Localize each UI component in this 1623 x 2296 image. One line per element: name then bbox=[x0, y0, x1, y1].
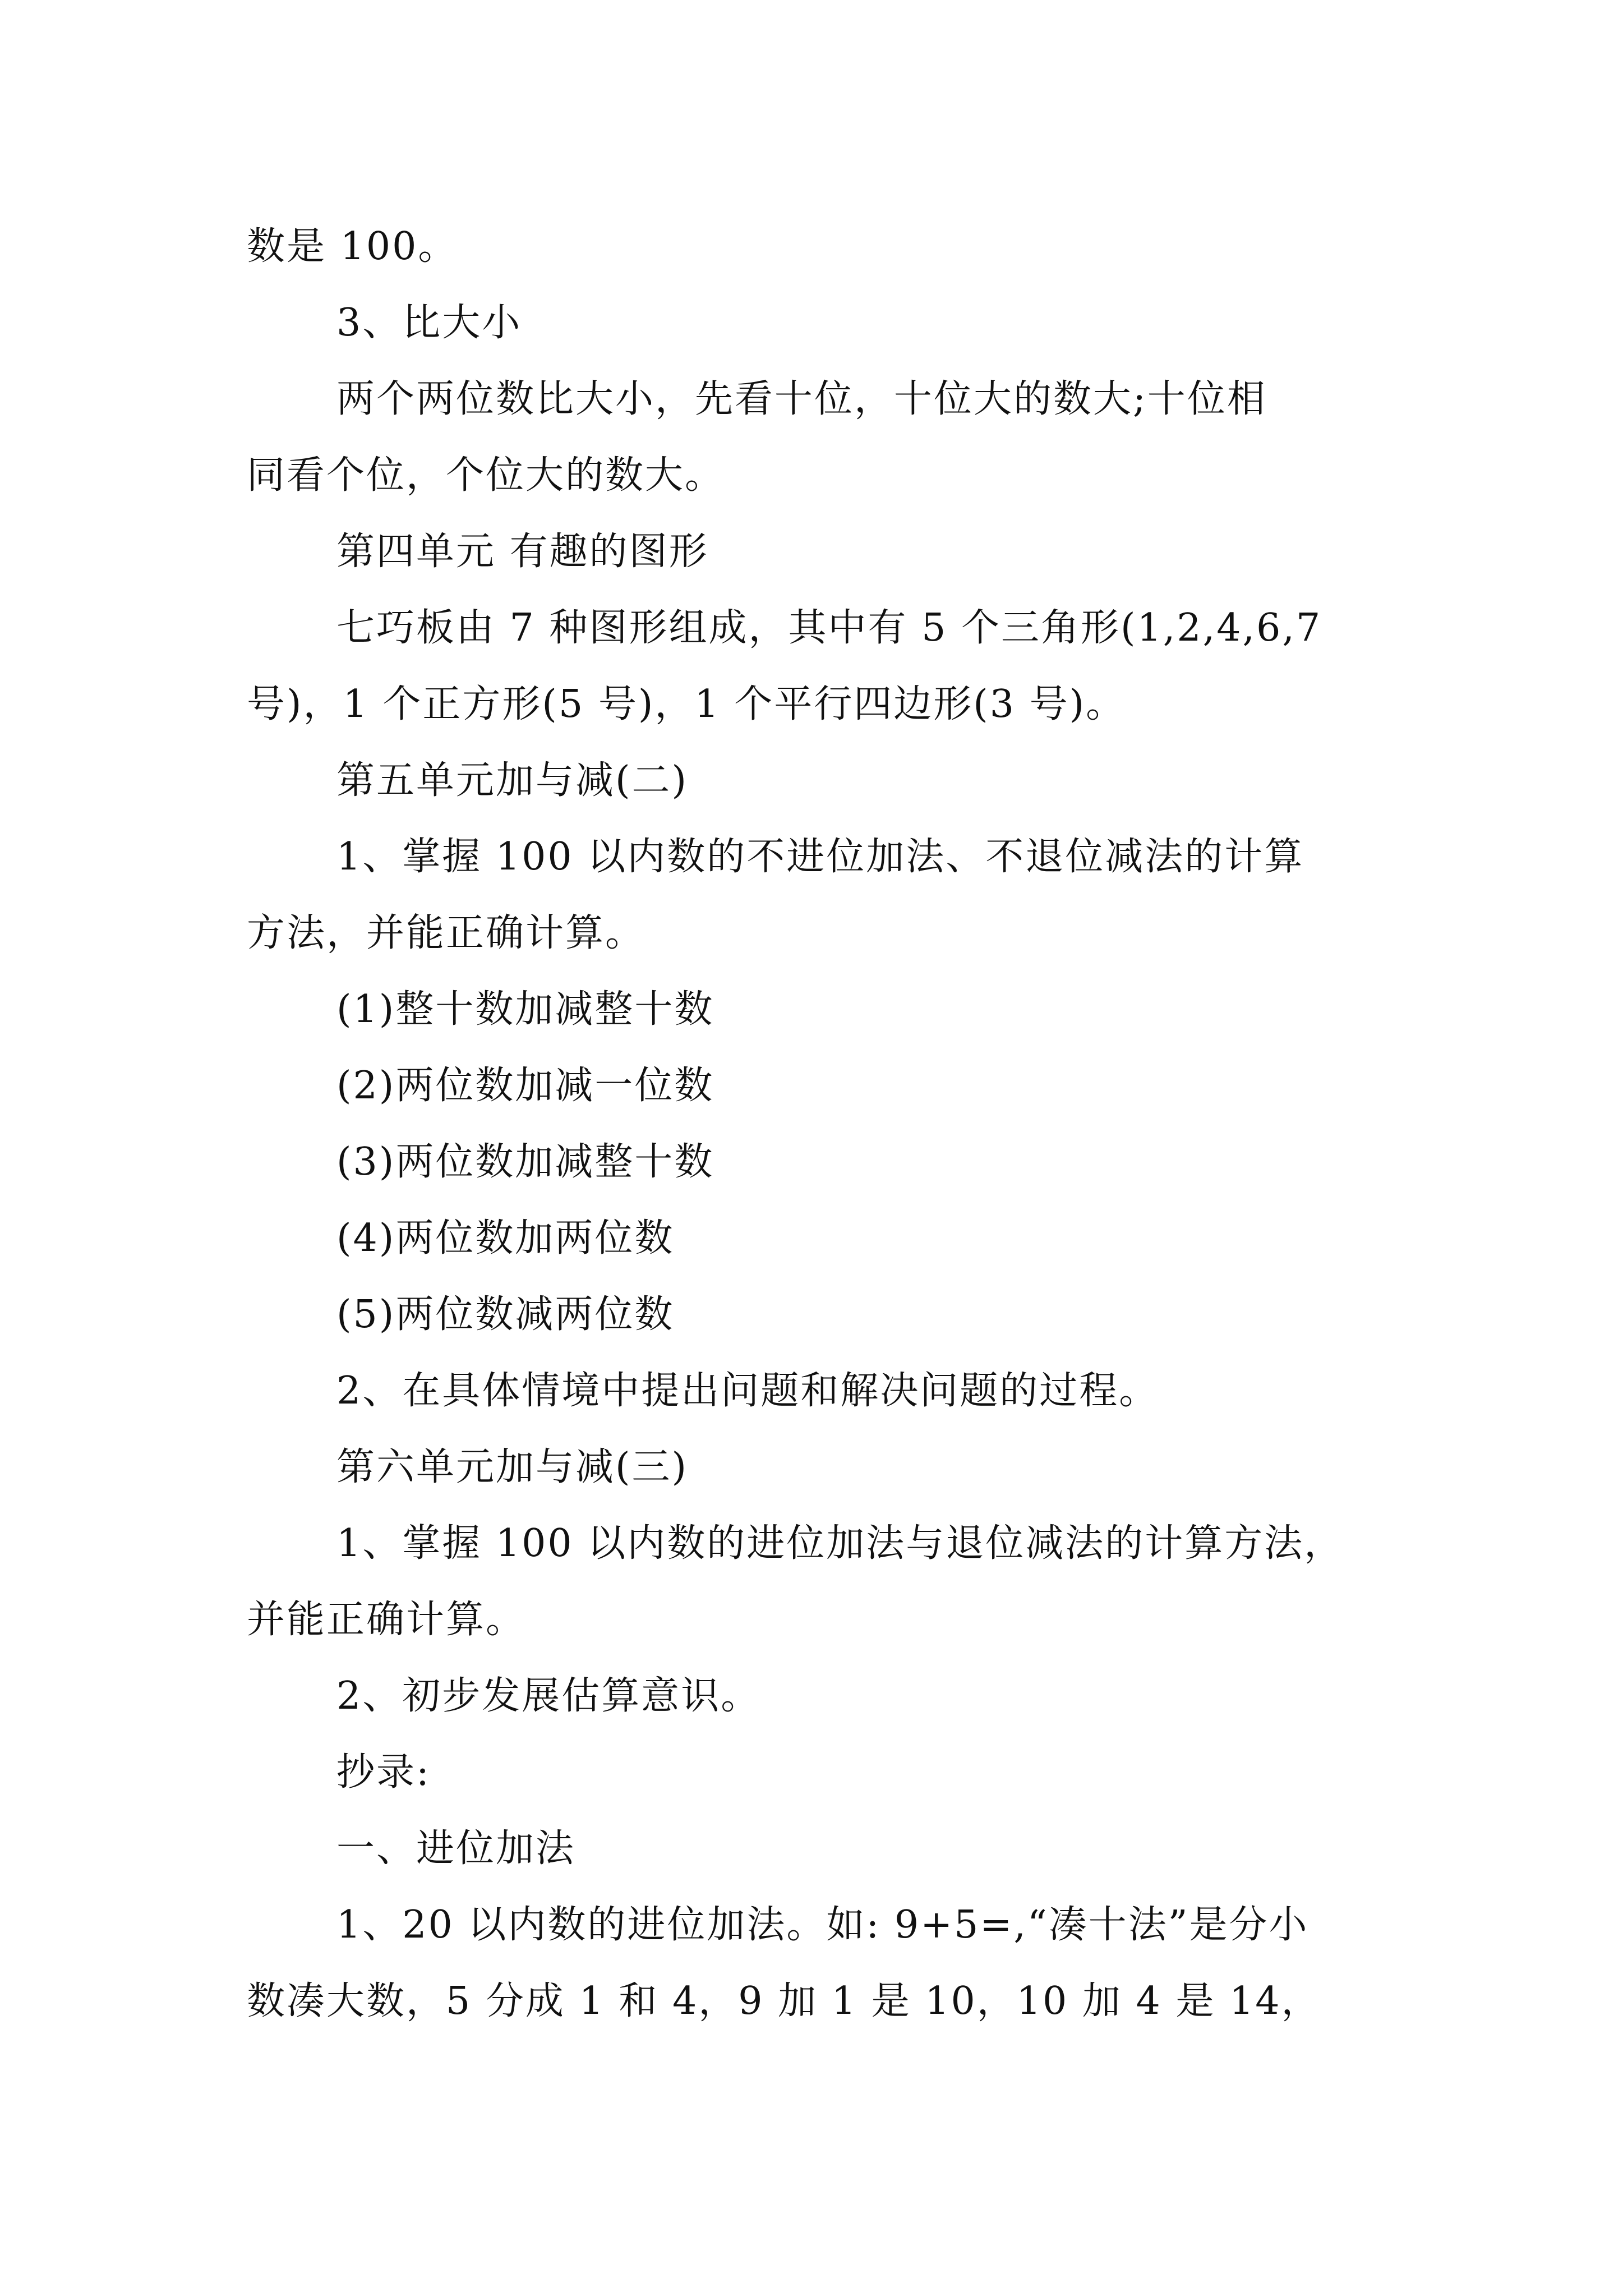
section-heading: 3、比大小 bbox=[336, 301, 522, 345]
list-item: (3)两位数加减整十数 bbox=[336, 1140, 714, 1184]
text-line: 1、掌握 100 以内数的不进位加法、不退位减法的计算 bbox=[336, 835, 1304, 879]
unit-heading: 第六单元加与减(三) bbox=[336, 1445, 689, 1489]
list-item: (2)两位数加减一位数 bbox=[336, 1064, 714, 1108]
text-line: 1、掌握 100 以内数的进位加法与退位减法的计算方法， bbox=[336, 1521, 1344, 1566]
text-line: 2、初步发展估算意识。 bbox=[336, 1674, 761, 1718]
text-line: 号)，1 个正方形(5 号)，1 个平行四边形(3 号)。 bbox=[247, 682, 1126, 726]
text-line: 数是 100。 bbox=[247, 224, 458, 269]
list-item: (4)两位数加两位数 bbox=[336, 1216, 675, 1260]
text-line: 数凑大数，5 分成 1 和 4，9 加 1 是 10，10 加 4 是 14， bbox=[247, 1979, 1321, 2023]
section-heading: 抄录: bbox=[336, 1750, 431, 1795]
list-item: (1)整十数加减整十数 bbox=[336, 987, 714, 1032]
list-item: (5)两位数减两位数 bbox=[336, 1292, 675, 1337]
text-line: 方法，并能正确计算。 bbox=[247, 911, 645, 955]
text-line: 1、20 以内数的进位加法。如: 9+5=,“凑十法”是分小 bbox=[336, 1903, 1309, 1947]
text-line: 并能正确计算。 bbox=[247, 1598, 526, 1642]
text-line: 2、在具体情境中提出问题和解决问题的过程。 bbox=[336, 1369, 1159, 1413]
unit-heading: 第四单元 有趣的图形 bbox=[336, 530, 709, 574]
text-line: 同看个位，个位大的数大。 bbox=[247, 453, 725, 498]
text-line: 七巧板由 7 种图形组成，其中有 5 个三角形(1,2,4,6,7 bbox=[336, 606, 1322, 650]
section-heading: 一、进位加法 bbox=[336, 1826, 576, 1871]
unit-heading: 第五单元加与减(二) bbox=[336, 758, 689, 803]
text-line: 两个两位数比大小，先看十位，十位大的数大;十位相 bbox=[336, 377, 1267, 421]
